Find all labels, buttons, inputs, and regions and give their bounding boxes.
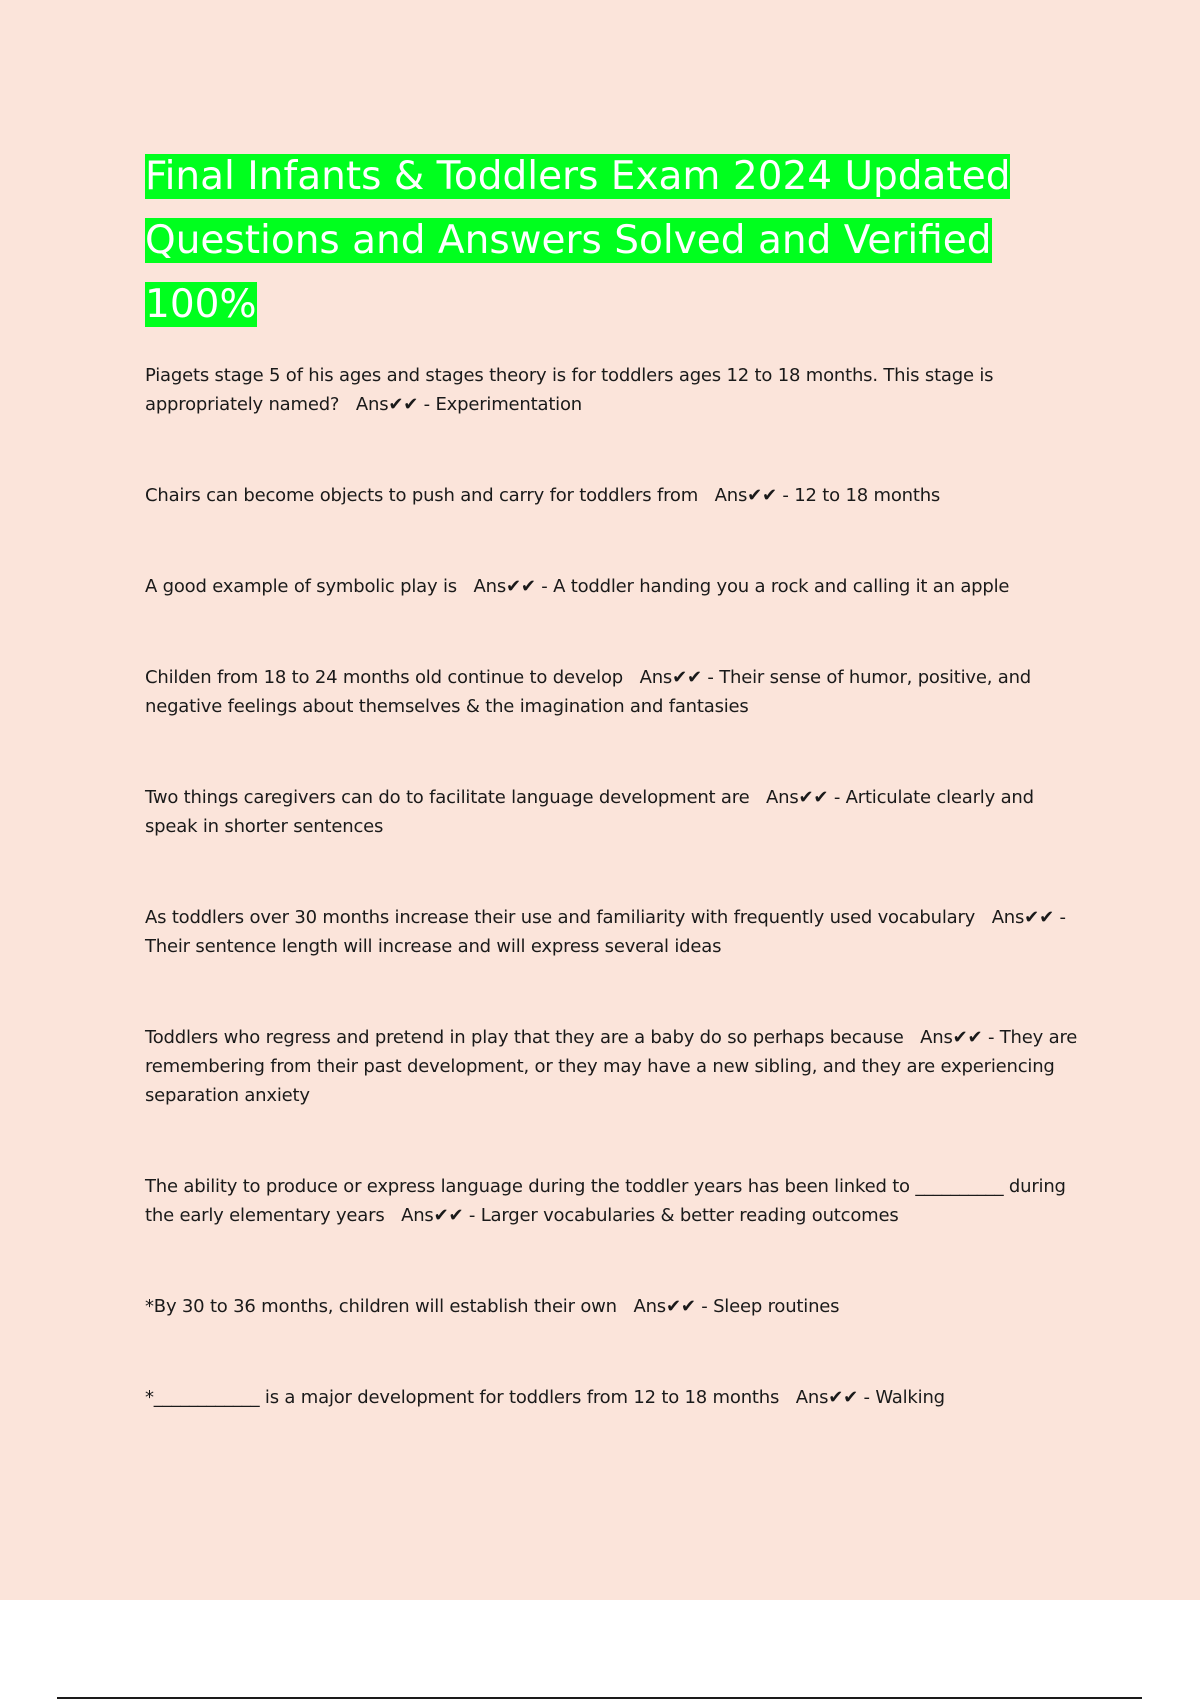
question-text: Two things caregivers can do to facilitate language development are bbox=[145, 787, 750, 808]
answer-text: Sleep routines bbox=[713, 1296, 840, 1317]
answer-text: Walking bbox=[875, 1387, 945, 1408]
question-text: Childen from 18 to 24 months old continue to develop bbox=[145, 667, 623, 688]
footer-divider bbox=[57, 1697, 1142, 1699]
qa-item bbox=[145, 572, 1085, 601]
answer-marker: Ans✔✔ - bbox=[714, 485, 795, 506]
answer-text: Their sentence length will increase and will express several ideas bbox=[145, 936, 722, 957]
question-text: A good example of symbolic play is bbox=[145, 576, 457, 597]
qa-list bbox=[145, 361, 1085, 1412]
qa-item bbox=[145, 1292, 1085, 1321]
question-text: *____________ is a major development for toddlers from 12 to 18 months bbox=[145, 1387, 780, 1408]
qa-item bbox=[145, 481, 1085, 510]
answer-marker: Ans✔✔ - bbox=[991, 907, 1066, 928]
qa-item bbox=[145, 1023, 1085, 1110]
question-text: Piagets stage 5 of his ages and stages theory is for toddlers ages 12 to 18 months. This stage is appropriately named? bbox=[145, 365, 994, 415]
answer-text: Their sense of humor, positive, and negative feelings about themselves & the imagination and fantasies bbox=[145, 667, 1032, 717]
answer-marker: Ans✔✔ - bbox=[401, 1205, 481, 1226]
answer-text: Articulate clearly and speak in shorter sentences bbox=[145, 787, 1034, 837]
document-title-text: Final Infants & Toddlers Exam 2024 Updated Questions and Answers Solved and Verified 100% bbox=[145, 154, 1011, 327]
question-text: Chairs can become objects to push and carry for toddlers from bbox=[145, 485, 699, 506]
qa-item bbox=[145, 903, 1085, 961]
answer-marker: Ans✔✔ - bbox=[473, 576, 554, 597]
qa-item bbox=[145, 1383, 1085, 1412]
qa-item bbox=[145, 1172, 1085, 1230]
answer-text: They are remembering from their past development, or they may have a new sibling, and they are experiencing separation anxiety bbox=[145, 1027, 1078, 1106]
answer-marker: Ans✔✔ - bbox=[355, 394, 436, 415]
answer-marker: Ans✔✔ - bbox=[795, 1387, 876, 1408]
answer-text: Experimentation bbox=[435, 394, 582, 415]
qa-item bbox=[145, 361, 1085, 419]
answer-text: A toddler handing you a rock and calling it an apple bbox=[553, 576, 1010, 597]
answer-marker: Ans✔✔ - bbox=[633, 1296, 714, 1317]
question-text: *By 30 to 36 months, children will establish their own bbox=[145, 1296, 617, 1317]
qa-item bbox=[145, 663, 1085, 721]
answer-text: Larger vocabularies & better reading outcomes bbox=[480, 1205, 899, 1226]
answer-text: 12 to 18 months bbox=[794, 485, 941, 506]
answer-marker: Ans✔✔ - bbox=[639, 667, 720, 688]
question-text: The ability to produce or express language during the toddler years has been linked to __________ during the early elementary years bbox=[145, 1176, 1066, 1226]
document-title bbox=[145, 145, 1085, 337]
answer-marker: Ans✔✔ - bbox=[920, 1027, 1000, 1048]
document-content bbox=[145, 145, 1085, 1412]
answer-marker: Ans✔✔ - bbox=[766, 787, 846, 808]
question-text: As toddlers over 30 months increase their use and familiarity with frequently used vocabulary bbox=[145, 907, 976, 928]
qa-item bbox=[145, 783, 1085, 841]
question-text: Toddlers who regress and pretend in play that they are a baby do so perhaps because bbox=[145, 1027, 904, 1048]
